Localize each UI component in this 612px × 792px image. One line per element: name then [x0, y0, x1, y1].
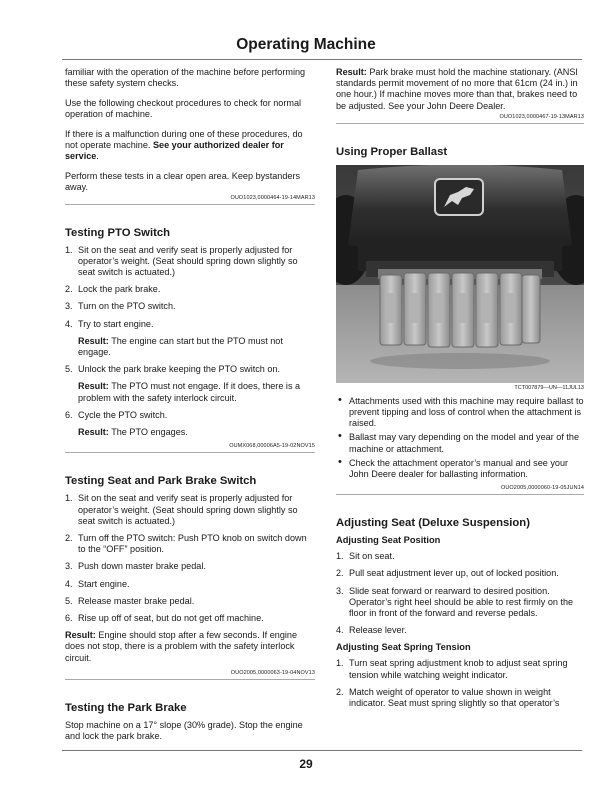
section-divider [65, 679, 315, 680]
intro-paragraph: Perform these tests in a clear open area. Keep bystanders away. [65, 170, 301, 193]
malfunction-paragraph: If there is a malfunction during one of these procedures, do not operate machine. See your authorized dealer for service. [65, 128, 303, 162]
result-text: Result: The engine can start but the PTO must not engage. [78, 335, 283, 358]
ballast-weights-photo [336, 165, 584, 383]
result-text: Result: The PTO must not engage. If it does, there is a problem with the safety interlock circuit. [78, 381, 301, 403]
right-column [336, 67, 584, 715]
section-heading-adjusting-seat: Adjusting Seat (Deluxe Suspension) [336, 517, 530, 530]
list-item: 2. Lock the park brake. [65, 284, 161, 295]
reference-code: OUO2005,0000060-19-05JUN14 [500, 485, 584, 492]
result-text: Result: The PTO engages. [78, 427, 188, 438]
page-title: Operating Machine [236, 36, 376, 53]
ballast-photo-illustration [336, 165, 584, 383]
list-item: 4. Try to start engine. [65, 318, 154, 329]
list-item: 5. Release master brake pedal. [65, 595, 195, 606]
section-heading-park-brake: Testing the Park Brake [65, 701, 187, 714]
list-item: 2. Turn off the PTO switch: Push PTO knob on switch down to the “OFF” position. [65, 532, 307, 555]
section-heading-ballast: Using Proper Ballast [336, 145, 448, 158]
list-item: 3. Push down master brake pedal. [65, 561, 206, 572]
park-brake-paragraph: Stop machine on a 17° slope (30% grade). Stop the engine and lock the park brake. [65, 719, 303, 742]
spring-tension-steps [336, 658, 584, 709]
list-item: 2. Match weight of operator to value shown in weight indicator. Seat must spring slightly so that operator’s [336, 686, 560, 709]
list-item: 1. Sit on the seat and verify seat is properly adjusted for operator’s weight. (Seat should spring down slightly so seat switch is actuated.) [65, 493, 298, 526]
bullet-icon: • [338, 393, 342, 406]
list-item: 4. Release lever. [336, 625, 407, 636]
list-item: 3. Slide seat forward or rearward to desired position. Operator’s right heel should be able to rest firmly on the floor in front of the forward and reverse pedals. [336, 585, 574, 619]
list-item: • Ballast may vary depending on the model and year of the machine or attachment. [338, 430, 580, 454]
list-item: 1. Turn seat spring adjustment knob to adjust seat spring tension while watching weight indicator. [336, 658, 568, 680]
pto-steps [65, 245, 315, 330]
reference-code: OUO2005,0000063-19-04NOV13 [230, 669, 315, 676]
reference-code: OUMX068,00006A5-19-02NOV15 [229, 443, 315, 450]
list-item: • Attachments used with this machine may require ballast to prevent tipping and loss of control when the attachment is raised. [338, 393, 584, 429]
section-heading-seat-switch: Testing Seat and Park Brake Switch [65, 475, 257, 488]
figure-caption: TCT007879—UN—11JUL13 [514, 384, 584, 391]
list-item: 5. Unlock the park brake keeping the PTO switch on. [65, 364, 281, 375]
page-number: 29 [299, 757, 313, 771]
seat-position-steps [336, 551, 584, 636]
header-rule [62, 59, 582, 60]
footer-rule [62, 750, 582, 751]
pto-steps-cont [65, 410, 315, 421]
reference-code: OUO1023,0000467-19-13MAR13 [499, 113, 584, 120]
subheading-seat-position: Adjusting Seat Position [336, 535, 441, 546]
section-divider [336, 123, 584, 124]
result-text: Result: Park brake must hold the machine stationary. (ANSI standards permit movement of no more that 61cm (24 in.) in one hour.) If machine moves more than that, brakes need to be adjusted. See your John Deere Dealer. [336, 67, 578, 111]
pto-steps-cont [65, 364, 315, 375]
list-item: 4. Start engine. [65, 578, 130, 589]
ballast-weight-stack [380, 273, 540, 347]
list-item: 2. Pull seat adjustment lever up, out of locked position. [336, 568, 559, 579]
section-heading-pto: Testing PTO Switch [65, 226, 171, 239]
ballast-bullets [336, 393, 584, 480]
left-column [65, 67, 315, 751]
section-divider [65, 452, 315, 453]
result-text: Result: Engine should stop after a few seconds. If engine does not stop, there is a problem with the safety interlock circuit. [65, 630, 298, 663]
list-item: 6. Cycle the PTO switch. [65, 409, 168, 420]
list-item: 3. Turn on the PTO switch. [65, 301, 176, 312]
bullet-icon: • [338, 455, 342, 468]
section-divider [336, 494, 584, 495]
section-divider [65, 204, 315, 205]
intro-paragraph: Use the following checkout procedures to check for normal operation of machine. [65, 97, 302, 120]
list-item: 6. Rise up off of seat, but do not get off machine. [65, 612, 264, 623]
list-item: 1. Sit on seat. [336, 551, 395, 562]
list-item: 1. Sit on the seat and verify seat is properly adjusted for operator’s weight. (Seat should spring down slightly so seat switch is actuated.) [65, 244, 298, 278]
list-item: • Check the attachment operator’s manual and see your John Deere dealer for ballasting information. [338, 455, 569, 480]
reference-code: OUO1023,0000464-19-14MAR13 [230, 194, 315, 201]
intro-paragraph: familiar with the operation of the machine before performing these safety system checks. [65, 67, 306, 89]
seat-switch-steps [65, 493, 315, 624]
bullet-icon: • [338, 430, 342, 443]
subheading-spring-tension: Adjusting Seat Spring Tension [336, 642, 471, 653]
